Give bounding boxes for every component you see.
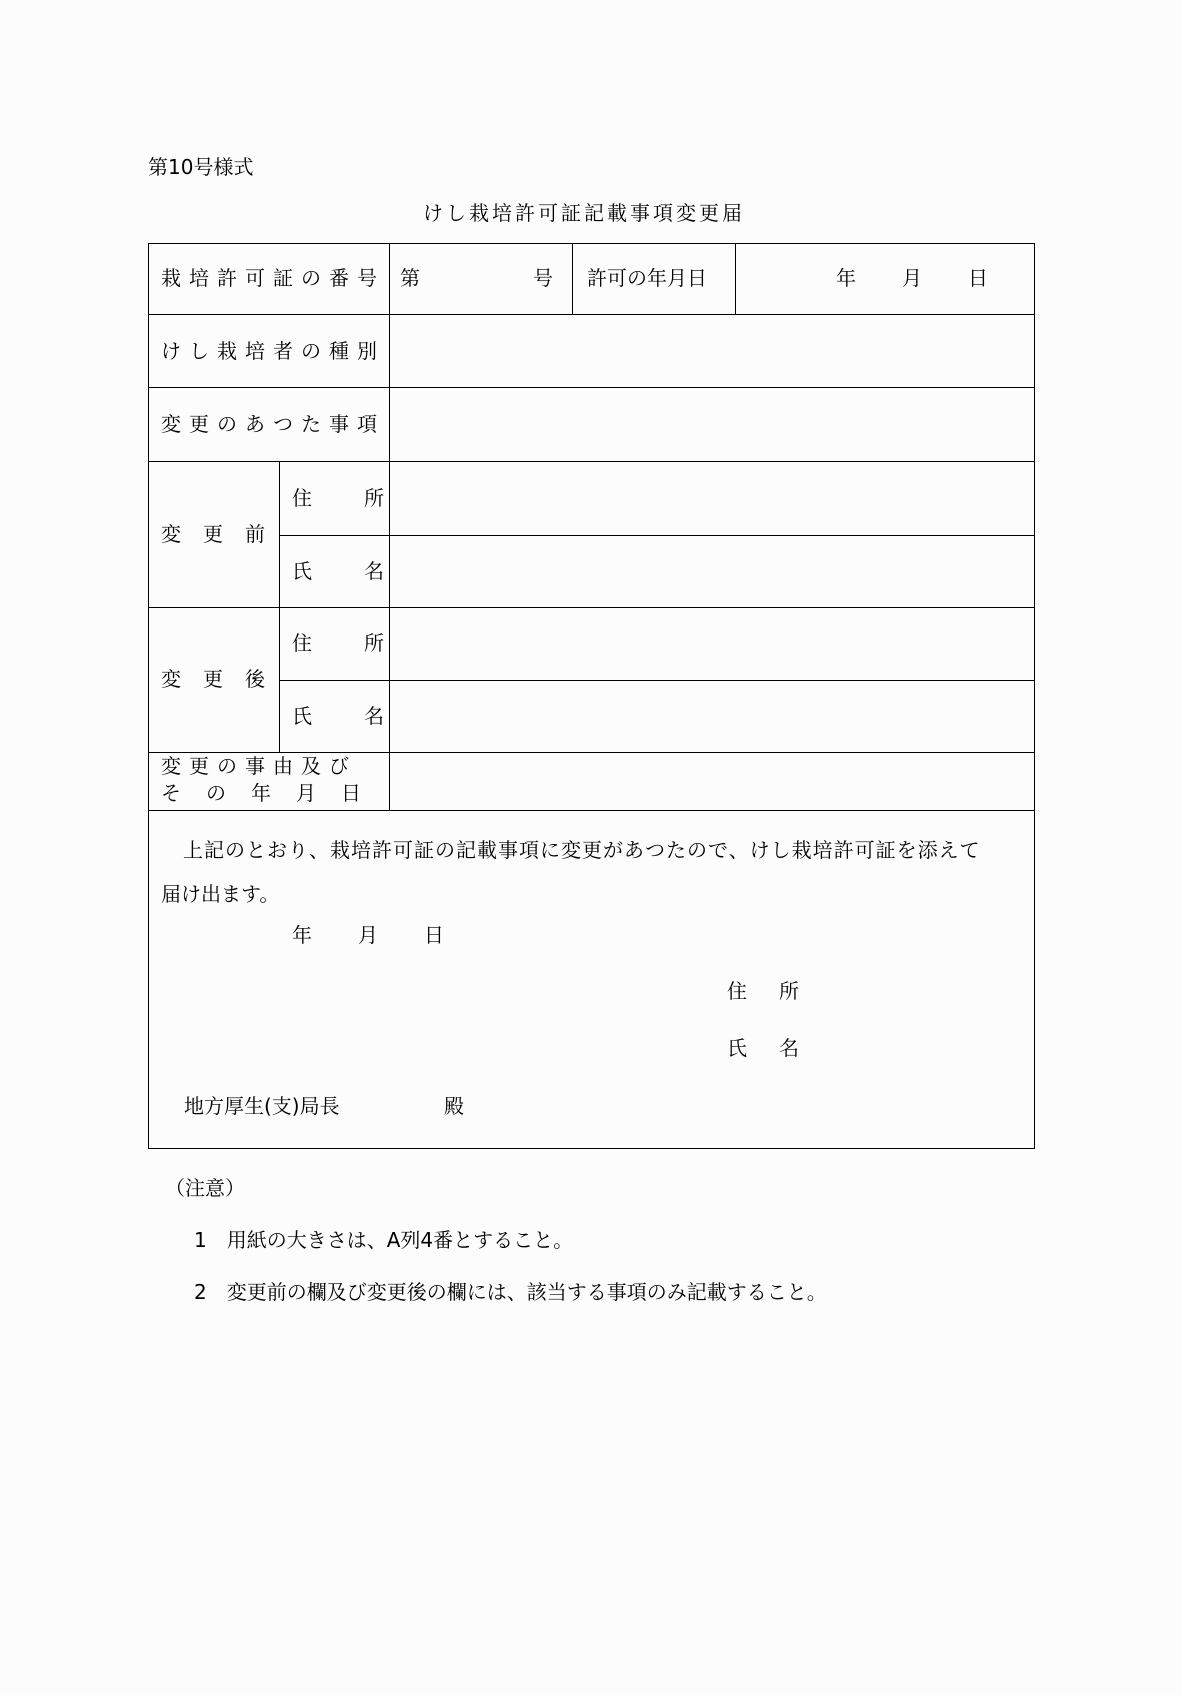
reason-label-line2: その年月日 [161,781,386,805]
number-suffix: 号 [533,266,553,290]
note-item: 1 用紙の大きさは、A列4番とすること。 [194,1228,574,1252]
applicant-address-label: 住 所 [727,979,805,1003]
note-item: 2 変更前の欄及び変更後の欄には、該当する事項のみ記載すること。 [194,1280,827,1304]
changed-item-label: 変更のあつた事項 [161,412,385,436]
before-name-label: 氏 名 [292,559,400,583]
grower-type-label: けし栽培者の種別 [161,339,385,363]
statement-line1: 上記のとおり、栽培許可証の記載事項に変更があつたので、けし栽培許可証を添えて [183,838,981,862]
submission-date: 年 月 日 [292,923,446,947]
after-address-label: 住 所 [292,631,400,655]
after-name-label: 氏 名 [292,704,400,728]
form-number: 第10号様式 [148,155,254,179]
statement-line2: 届け出ます。 [161,882,280,906]
honorific: 殿 [444,1094,464,1118]
permit-number-label: 栽培許可証の番号 [161,266,385,290]
document-title: けし栽培許可証記載事項変更届 [423,201,745,225]
after-label: 変更後 [161,667,287,691]
addressee: 地方厚生(支)局長 [184,1094,340,1118]
month-label: 月 [902,266,922,290]
before-address-label: 住 所 [292,486,400,510]
year-label: 年 [836,266,856,290]
reason-label-line1: 変更の事由及び [161,754,357,778]
permit-date-label: 許可の年月日 [587,266,707,290]
applicant-name-label: 氏 名 [727,1036,805,1060]
before-label: 変更前 [161,522,287,546]
day-label: 日 [968,266,988,290]
number-prefix: 第 [400,266,420,290]
notes-heading: （注意） [165,1176,245,1200]
